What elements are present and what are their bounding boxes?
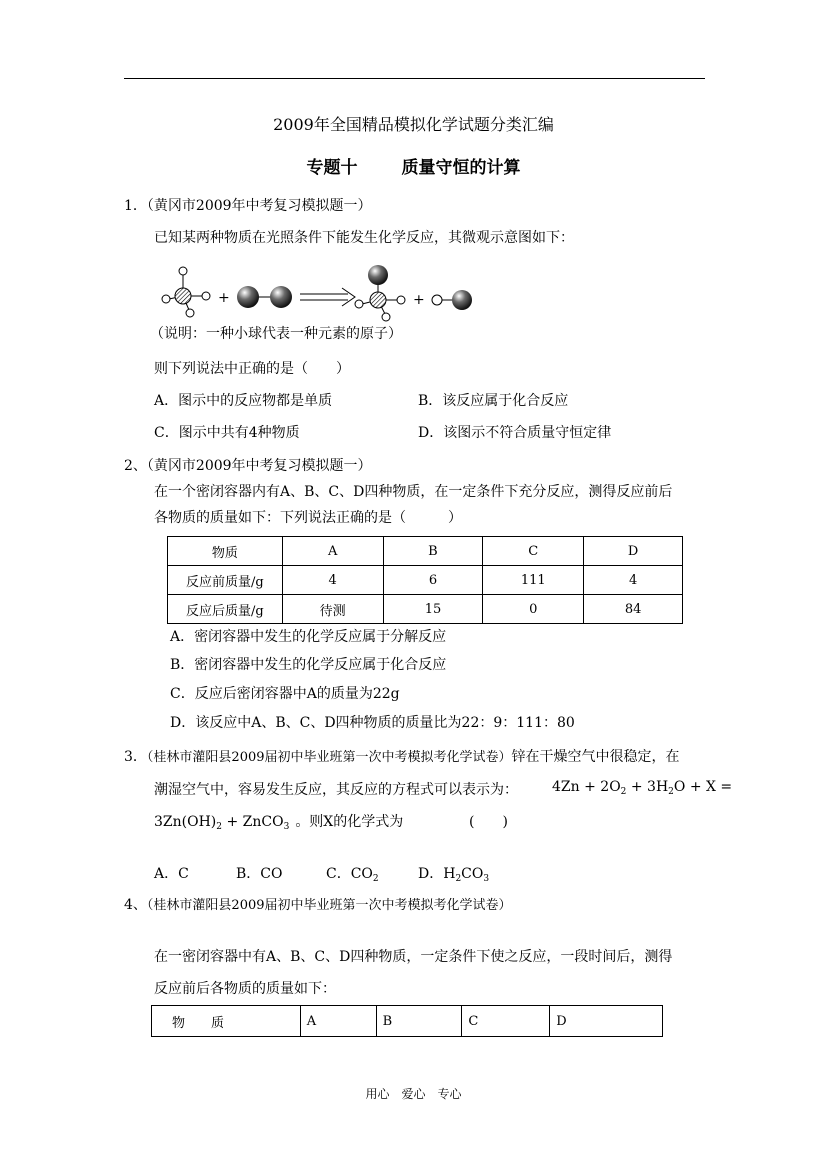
q3-heading	[124, 746, 680, 766]
q3-equation-part-1: $4Zn + 2O_2 + 3H_2O + X$ =	[552, 779, 733, 797]
table-cell: 111	[483, 566, 584, 595]
reactant-molecule-1	[162, 267, 210, 317]
q2-option-c: C．反应后密闭容器中A的质量为22g	[170, 686, 400, 702]
table-cell: 4	[584, 566, 683, 595]
table-cell: 0	[483, 595, 584, 624]
q2-option-b: B．密闭容器中发生的化学反应属于化合反应	[170, 657, 447, 673]
q4-source: （桂林市灌阳县2009届初中毕业班第一次中考模拟考化学试卷）	[146, 898, 512, 913]
q1-option-c: C．图示中共有4种物质	[154, 425, 300, 441]
q2-mass-table	[167, 536, 683, 624]
q2-number: 2、	[124, 458, 147, 474]
q3-question: 。则X的化学式为	[295, 814, 404, 830]
table-cell: A	[300, 1006, 376, 1037]
q1-question: 则下列说法中正确的是（ ）	[154, 361, 350, 377]
q1-stem: 已知某两种物质在光照条件下能发生化学反应，其微观示意图如下：	[154, 230, 574, 246]
table-cell: 待测	[282, 595, 383, 624]
subtitle-topic-number: 专题十	[306, 158, 358, 178]
table-row	[168, 566, 683, 595]
q3-option-c: C．$CO_2$	[326, 866, 379, 884]
table-cell: D	[584, 537, 683, 566]
table-cell: C	[483, 537, 584, 566]
q4-heading	[124, 894, 512, 914]
plus-sign-2: +	[413, 292, 425, 308]
q2-source: （黄冈市2009年中考复习模拟题一）	[146, 458, 372, 474]
q2-option-d: D．该反应中A、B、C、D四种物质的质量比为22：9：111：80	[170, 715, 575, 731]
q2-stem-line-1: 在一个密闭容器内有A、B、C、D四种物质，在一定条件下充分反应，测得反应前后	[154, 484, 673, 500]
q4-stem-line-1: 在一密闭容器中有A、B、C、D四种物质，一定条件下使之反应，一段时间后，测得	[154, 949, 673, 965]
q3-stem-line-3	[154, 811, 403, 832]
q3-source: （桂林市灌阳县2009届初中毕业班第一次中考模拟考化学试卷）	[146, 750, 512, 765]
page-subtitle	[0, 153, 827, 178]
page-title: 2009年全国精品模拟化学试题分类汇编	[273, 115, 554, 134]
table-cell: C	[462, 1006, 550, 1037]
q3-number: 3．	[124, 749, 147, 765]
q1-option-a: A．图示中的反应物都是单质	[154, 393, 333, 409]
table-row	[168, 595, 683, 624]
plus-sign-1: +	[218, 290, 230, 306]
table-header-row	[168, 537, 683, 566]
table-cell: 物 质	[152, 1006, 301, 1037]
table-header-row	[152, 1006, 663, 1037]
table-cell: A	[282, 537, 383, 566]
q3-equation-part-2: $3Zn(OH)_2$ + ZnCO$_3$	[154, 814, 290, 832]
product-molecule-1	[355, 265, 405, 321]
header-rule	[124, 78, 705, 79]
q3-option-b: B．CO	[236, 866, 283, 882]
q3-option-a: A．C	[154, 866, 189, 882]
table-cell: 反应后质量/g	[168, 595, 283, 624]
reaction-arrow	[300, 288, 355, 306]
q1-note: （说明：一种小球代表一种元素的原子）	[150, 326, 402, 342]
q3-option-d: D．$H_2CO_3$	[418, 866, 490, 884]
q2-stem-line-2: 各物质的质量如下：下列说法正确的是（ ）	[154, 510, 462, 526]
q2-heading	[124, 455, 372, 475]
q2-option-a: A．密闭容器中发生的化学反应属于分解反应	[170, 629, 447, 645]
table-cell: B	[383, 537, 483, 566]
q3-stem-line-2	[154, 779, 518, 799]
subtitle-topic-name: 质量守恒的计算	[401, 158, 521, 178]
q1-number: 1．	[124, 198, 147, 214]
footer-text-2: 爱心	[401, 1087, 426, 1101]
q4-stem-line-2: 反应前后各物质的质量如下：	[154, 981, 336, 997]
table-cell: 4	[282, 566, 383, 595]
page-footer	[0, 1085, 827, 1102]
table-cell: 6	[383, 566, 483, 595]
footer-text-1: 用心	[365, 1087, 390, 1101]
table-cell: 物质	[168, 537, 283, 566]
reaction-diagram	[158, 262, 478, 326]
q1-option-d: D．该图示不符合质量守恒定律	[418, 425, 612, 441]
product-molecule-2	[432, 290, 472, 310]
table-cell: B	[376, 1006, 462, 1037]
q3-stem-line-1: 锌在干燥空气中很稳定，在	[511, 749, 680, 765]
q1-option-b: B．该反应属于化合反应	[418, 393, 569, 409]
table-cell: D	[550, 1006, 663, 1037]
q3-answer-paren: ( )	[469, 814, 508, 830]
q4-number: 4、	[124, 897, 147, 913]
table-cell: 反应前质量/g	[168, 566, 283, 595]
q1-source: （黄冈市2009年中考复习模拟题一）	[146, 198, 372, 214]
table-cell: 84	[584, 595, 683, 624]
q1-heading	[124, 195, 372, 215]
footer-text-3: 专心	[437, 1087, 462, 1101]
table-cell: 15	[383, 595, 483, 624]
q4-mass-table	[151, 1005, 663, 1037]
reactant-molecule-2	[237, 286, 292, 308]
q3-stem-text: 潮湿空气中，容易发生反应，其反应的方程式可以表示为：	[154, 782, 518, 798]
